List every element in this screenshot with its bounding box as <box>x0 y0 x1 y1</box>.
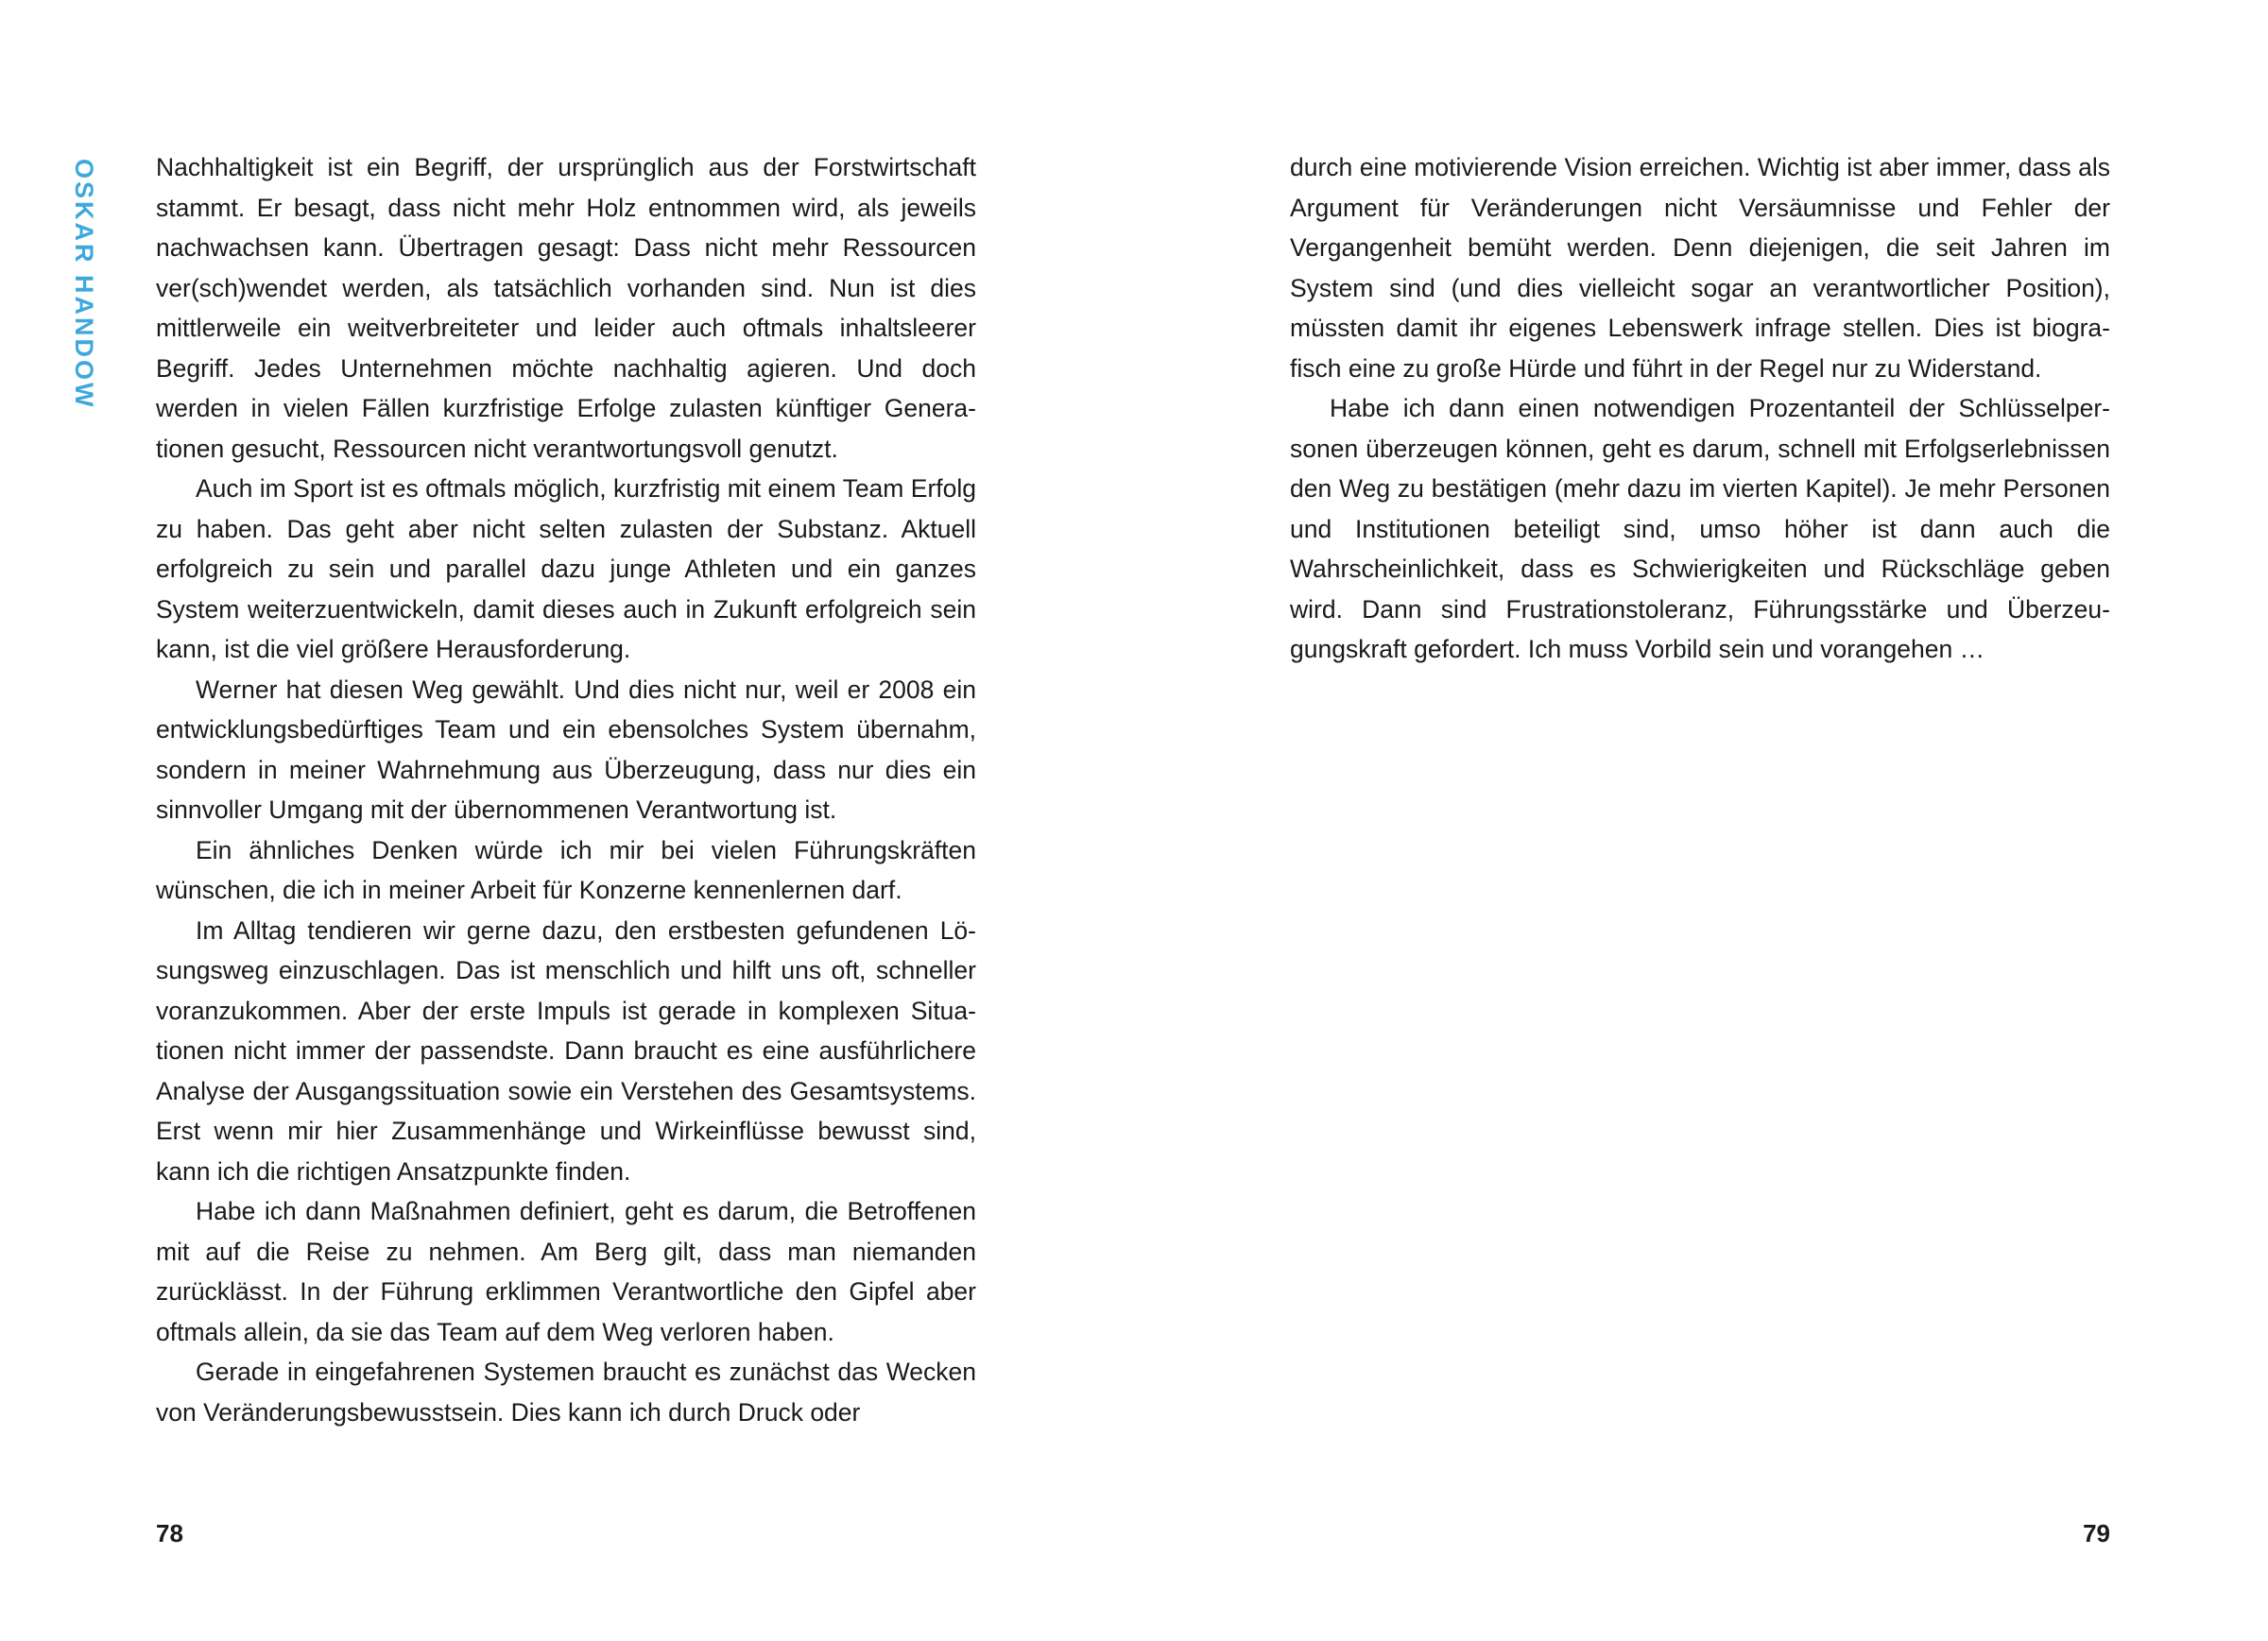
page-number-left: 78 <box>156 1519 183 1547</box>
paragraph: durch eine motivierende Vision erreichen. Wichtig ist aber immer, dass als Argument für Veränderungen nicht Versäumnisse und Fehler der Vergangenheit bemüht werden. Denn diejenigen, die seit Jahren im System sind (und dies vielleicht sogar an verantwortlicher Position), müssten damit ihr eigenes Lebenswerk infrage stellen. Dies ist biografisch eine zu große Hürde und führt in der Regel nur zu Widerstand. <box>1290 153 2110 383</box>
paragraph: Habe ich dann einen notwendigen Prozentanteil der Schlüsselpersonen überzeugen können, geht es darum, schnell mit Erfolgserlebnissen den Weg zu bestätigen (mehr dazu im vierten Kapitel). Je mehr Personen und Institutionen beteiligt sind, umso höher ist dann auch die Wahrscheinlichkeit, dass es Schwierigkeiten und Rückschläge geben wird. Dann sind Frustrationstoleranz, Führungsstärke und Überzeugungskraft gefordert. Ich muss Vorbild sein und vorangehen … <box>1290 394 2110 663</box>
paragraph: Gerade in eingefahrenen Systemen braucht es zunächst das Wecken von Veränderungsbewusstsein. Dies kann ich durch Druck oder <box>156 1358 976 1427</box>
running-head-author: OSKAR HANDOW <box>70 159 98 410</box>
paragraph: Habe ich dann Maßnahmen definiert, geht es darum, die Betroffenen mit auf die Reise zu nehmen. Am Berg gilt, dass man niemanden zurücklässt. In der Führung erklimmen Verantwortliche den Gipfel aber oftmals allein, da sie das Team auf dem Weg verloren haben. <box>156 1197 976 1346</box>
right-page <box>1134 0 2268 1641</box>
right-body-text <box>1290 147 2110 670</box>
paragraph: Nachhaltigkeit ist ein Begriff, der ursprünglich aus der Forstwirtschaft stammt. Er besagt, dass nicht mehr Holz entnommen wird, als jeweils nachwachsen kann. Übertragen gesagt: Dass nicht mehr Ressourcen ver(sch)wendet werden, als tatsächlich vorhanden sind. Nun ist dies mittlerweile ein weitverbreiteter und leider auch oftmals inhaltsleerer Begriff. Jedes Unternehmen möchte nachhaltig agieren. Und doch werden in vielen Fällen kurzfristige Erfolge zulasten künftiger Generationen gesucht, Ressourcen nicht verantwortungsvoll genutzt. <box>156 153 976 463</box>
paragraph: Im Alltag tendieren wir gerne dazu, den erstbesten gefundenen Lösungsweg einzuschlagen. Das ist menschlich und hilft uns oft, schneller voranzukommen. Aber der erste Impuls ist gerade in komplexen Situationen nicht immer der passendste. Dann braucht es eine ausführlichere Analyse der Ausgangssituation sowie ein Verstehen des Gesamtsystems. Erst wenn mir hier Zusammenhänge und Wirkeinflüsse bewusst sind, kann ich die richtigen Ansatzpunkte finden. <box>156 915 976 1186</box>
page-number-right: 79 <box>2083 1519 2110 1547</box>
paragraph: Auch im Sport ist es oftmals möglich, kurzfristig mit einem Team Erfolg zu haben. Das geht aber nicht selten zulasten der Substanz. Aktuell erfolgreich zu sein und parallel dazu junge Athleten und ein ganzes System weiterzuentwickeln, damit dieses auch in Zukunft erfolgreich sein kann, ist die viel größere Herausforderung. <box>156 474 976 663</box>
paragraph: Ein ähnliches Denken würde ich mir bei vielen Führungskräften wünschen, die ich in meiner Arbeit für Konzerne kennenlernen darf. <box>156 835 976 904</box>
left-body-text <box>156 147 976 1432</box>
paragraph: Werner hat diesen Weg gewählt. Und dies nicht nur, weil er 2008 ein entwicklungsbedürftiges Team und ein ebensolches System übernahm, sondern in meiner Wahrnehmung aus Überzeugung, dass nur dies ein sinnvoller Umgang mit der übernommenen Verantwortung ist. <box>156 675 976 824</box>
